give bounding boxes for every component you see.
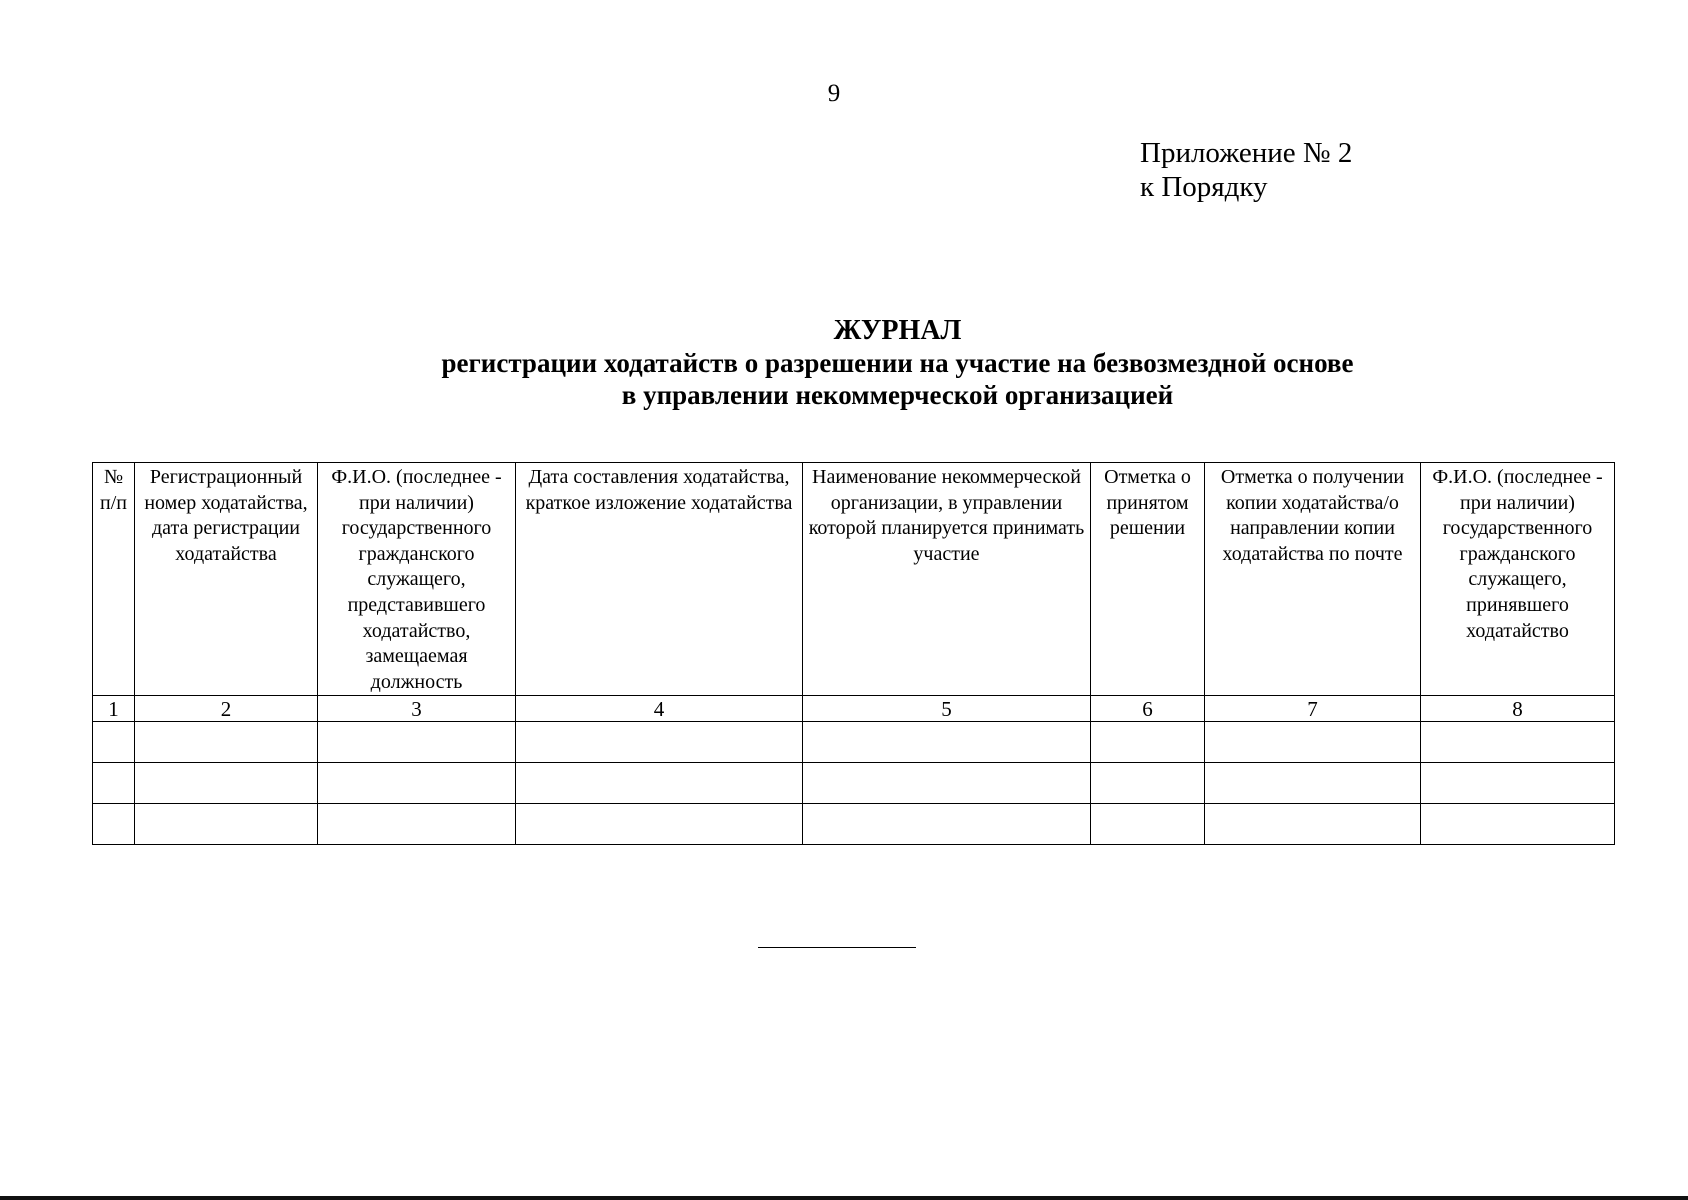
empty-cell — [1091, 763, 1205, 804]
scan-bottom-edge — [0, 1196, 1688, 1200]
header-cell-number: № п/п — [93, 463, 135, 696]
empty-table-row — [93, 763, 1615, 804]
empty-cell — [1421, 763, 1615, 804]
empty-cell — [93, 804, 135, 845]
empty-cell — [1421, 804, 1615, 845]
empty-table-row — [93, 722, 1615, 763]
header-cell-copy-mark: Отметка о получении копии ходатайства/о направлении копии ходатайства по почте — [1205, 463, 1421, 696]
empty-cell — [803, 763, 1091, 804]
empty-cell — [318, 763, 516, 804]
column-number: 4 — [516, 696, 803, 722]
header-cell-registration: Регистрационный номер ходатайства, дата регистрации ходатайства — [135, 463, 318, 696]
empty-cell — [516, 722, 803, 763]
empty-cell — [318, 804, 516, 845]
page-number: 9 — [827, 80, 841, 107]
column-number: 6 — [1091, 696, 1205, 722]
empty-cell — [803, 722, 1091, 763]
end-divider-line — [758, 947, 916, 948]
appendix-line-1: Приложение № 2 — [1140, 137, 1353, 169]
header-cell-decision: Отметка о принятом решении — [1091, 463, 1205, 696]
empty-cell — [516, 804, 803, 845]
empty-cell — [803, 804, 1091, 845]
empty-table-row — [93, 804, 1615, 845]
empty-cell — [135, 763, 318, 804]
header-cell-receiver: Ф.И.О. (последнее - при наличии) государственного гражданского служащего, принявшего ходатайство — [1421, 463, 1615, 696]
document-title — [80, 315, 1688, 411]
column-number: 5 — [803, 696, 1091, 722]
empty-cell — [1421, 722, 1615, 763]
header-cell-organization: Наименование некоммерческой организации, в управлении которой планируется принимать участие — [803, 463, 1091, 696]
column-number: 8 — [1421, 696, 1615, 722]
appendix-line-2: к Порядку — [1140, 171, 1268, 203]
empty-cell — [1205, 804, 1421, 845]
header-cell-applicant: Ф.И.О. (последнее - при наличии) государственного гражданского служащего, представившего ходатайство, замещаемая должность — [318, 463, 516, 696]
column-number: 3 — [318, 696, 516, 722]
empty-cell — [1205, 722, 1421, 763]
empty-cell — [1091, 804, 1205, 845]
title-line-2: регистрации ходатайств о разрешении на участие на безвозмездной основе — [441, 348, 1354, 378]
journal-table — [92, 462, 1615, 845]
empty-cell — [1091, 722, 1205, 763]
empty-cell — [318, 722, 516, 763]
header-row — [93, 463, 1615, 696]
column-number: 2 — [135, 696, 318, 722]
column-number-row — [93, 696, 1615, 722]
empty-cell — [93, 763, 135, 804]
appendix-reference — [1140, 136, 1352, 204]
title-line-3: в управлении некоммерческой организацией — [621, 380, 1174, 410]
empty-cell — [135, 722, 318, 763]
column-number: 7 — [1205, 696, 1421, 722]
title-main: ЖУРНАЛ — [833, 315, 962, 346]
empty-cell — [135, 804, 318, 845]
column-number: 1 — [93, 696, 135, 722]
empty-cell — [1205, 763, 1421, 804]
header-cell-date-summary: Дата составления ходатайства, краткое изложение ходатайства — [516, 463, 803, 696]
empty-cell — [93, 722, 135, 763]
empty-cell — [516, 763, 803, 804]
